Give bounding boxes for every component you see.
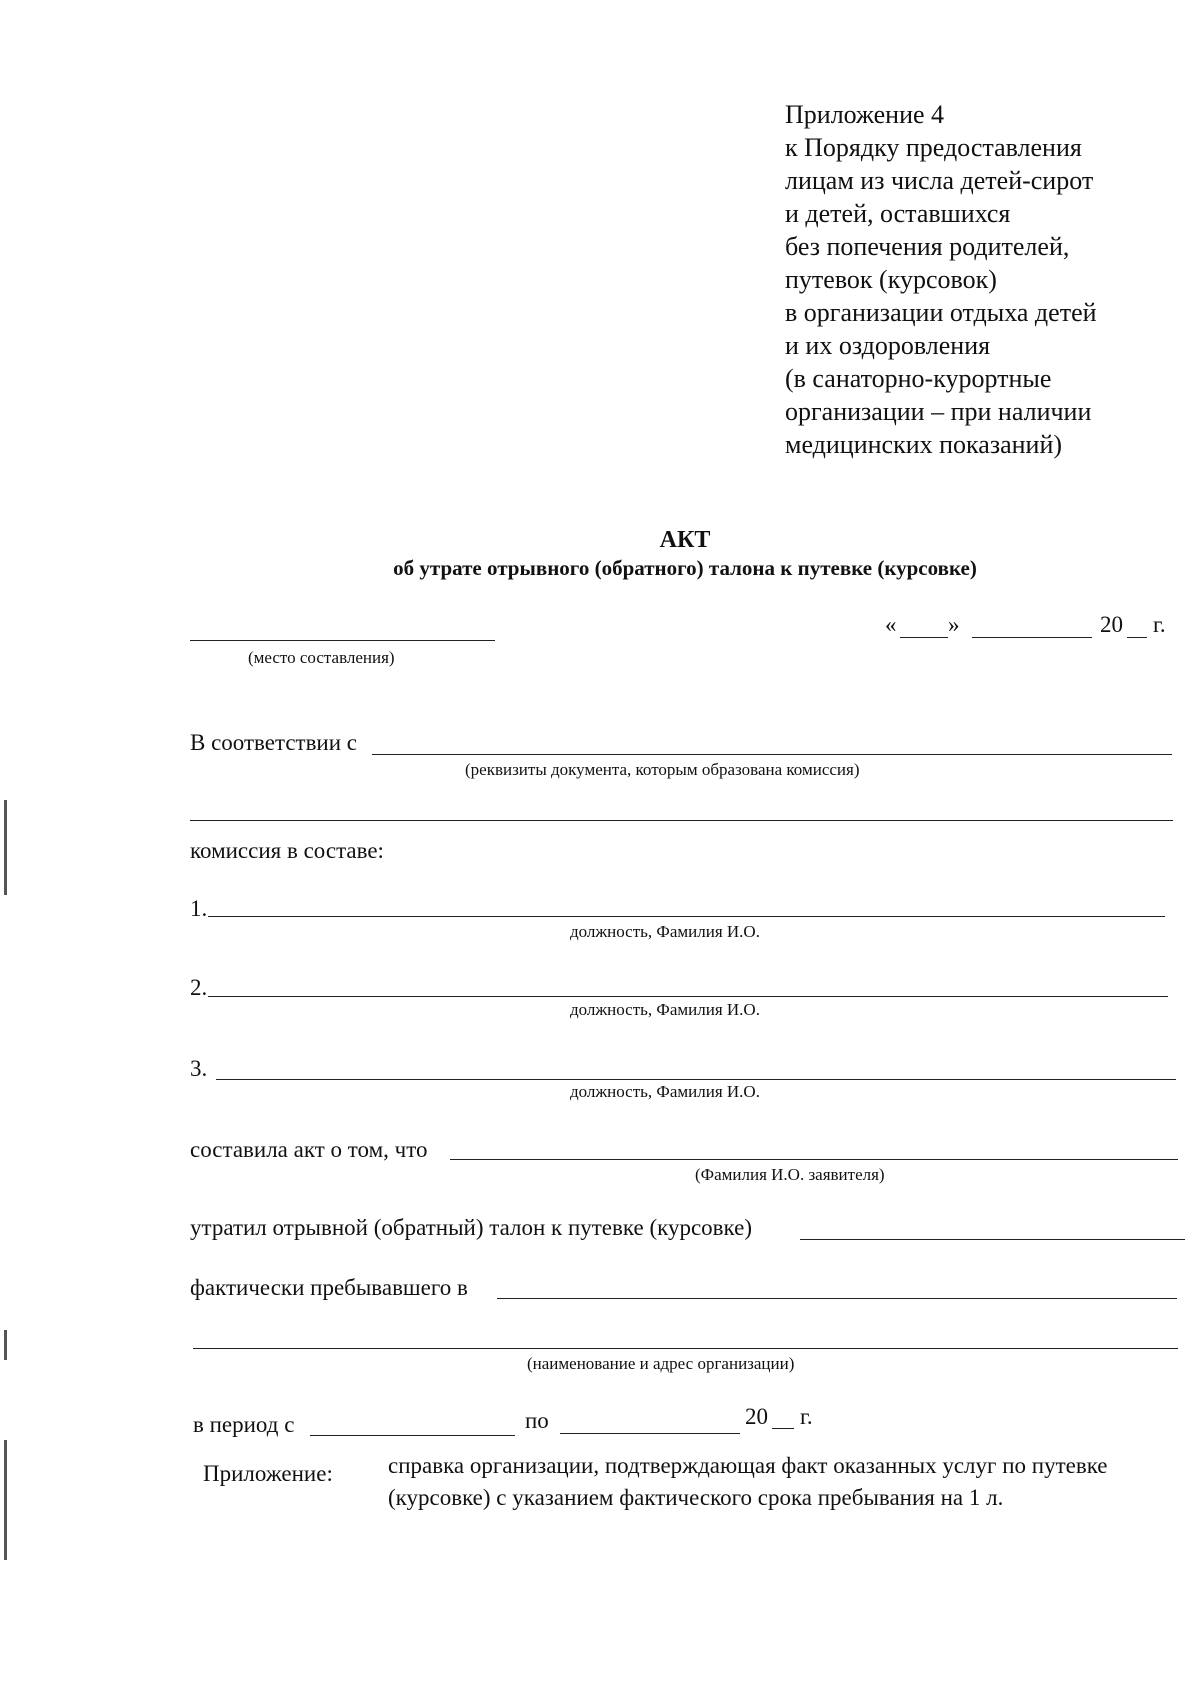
member-number: 3. — [190, 1056, 208, 1081]
lost-label: утратил отрывной (обратный) талон к путевке (курсовке) — [190, 1215, 752, 1240]
appendix-line: в организации отдыха детей — [785, 298, 1097, 327]
place-line[interactable] — [190, 640, 495, 641]
appendix-line: (в санаторно-курортные — [785, 364, 1052, 393]
period-to-label: по — [525, 1408, 549, 1433]
period-year-prefix: 20 — [745, 1404, 768, 1429]
lost-line[interactable] — [800, 1239, 1185, 1240]
member-line-3[interactable] — [216, 1079, 1176, 1080]
period-to-line[interactable] — [560, 1433, 740, 1434]
appendix-line: путевок (курсовок) — [785, 265, 997, 294]
org-line[interactable] — [193, 1348, 1178, 1349]
member-number: 2. — [190, 975, 208, 1000]
date-month-line[interactable] — [972, 637, 1092, 638]
scan-artifact — [4, 1440, 7, 1560]
appendix-line: Приложение 4 — [785, 100, 945, 129]
org-caption: (наименование и адрес организации) — [527, 1354, 795, 1373]
appendix-line: и их оздоровления — [785, 331, 991, 360]
member-caption: должность, Фамилия И.О. — [570, 1000, 760, 1019]
date-year-prefix: 20 — [1100, 612, 1123, 637]
scan-artifact — [4, 1330, 7, 1360]
member-number: 1. — [190, 896, 208, 921]
according-label: В соответствии с — [190, 730, 358, 755]
member-caption: должность, Фамилия И.О. — [570, 1082, 760, 1101]
appendix-line: медицинских показаний) — [785, 430, 1063, 459]
according-line-2[interactable] — [190, 820, 1173, 821]
appendix-line: и детей, оставшихся — [785, 199, 1011, 228]
appendix-line: лицам из числа детей-сирот — [785, 166, 1094, 195]
act-label: составила акт о том, что — [190, 1137, 428, 1162]
appendix-line: без попечения родителей, — [785, 232, 1070, 261]
member-line-2[interactable] — [208, 996, 1168, 997]
appendix-line: организации – при наличии — [785, 397, 1092, 426]
according-caption: (реквизиты документа, которым образована комиссия) — [465, 760, 860, 779]
appendix-block — [785, 98, 1097, 461]
period-year-line[interactable] — [772, 1428, 794, 1429]
stayed-label: фактически пребывавшего в — [190, 1275, 468, 1300]
member-line-1[interactable] — [208, 916, 1165, 917]
attachment-line-2: (курсовке) с указанием фактического срока пребывания на 1 л. — [388, 1485, 1004, 1510]
date-year-line[interactable] — [1127, 637, 1147, 638]
commission-label: комиссия в составе: — [190, 838, 384, 863]
attachment-line-1: справка организации, подтверждающая факт оказанных услуг по путевке — [388, 1453, 1108, 1478]
applicant-line[interactable] — [450, 1159, 1178, 1160]
scan-artifact — [4, 800, 7, 895]
applicant-caption: (Фамилия И.О. заявителя) — [695, 1165, 885, 1184]
stayed-line[interactable] — [497, 1298, 1177, 1299]
period-from-line[interactable] — [310, 1435, 515, 1436]
place-caption: (место составления) — [248, 648, 395, 667]
document-subtitle: об утрате отрывного (обратного) талона к путевке (курсовке) — [393, 556, 977, 580]
period-from-label: в период с — [193, 1412, 295, 1437]
according-line[interactable] — [372, 754, 1172, 755]
document-title: АКТ — [659, 527, 711, 553]
date-year-suffix: г. — [1153, 612, 1166, 637]
period-year-suffix: г. — [800, 1404, 813, 1429]
member-caption: должность, Фамилия И.О. — [570, 922, 760, 941]
appendix-line: к Порядку предоставления — [785, 133, 1082, 162]
date-quote-close: » — [948, 612, 960, 637]
attachment-label: Приложение: — [203, 1461, 333, 1486]
date-day-line[interactable] — [900, 637, 948, 638]
date-quote-open: « — [885, 612, 897, 637]
